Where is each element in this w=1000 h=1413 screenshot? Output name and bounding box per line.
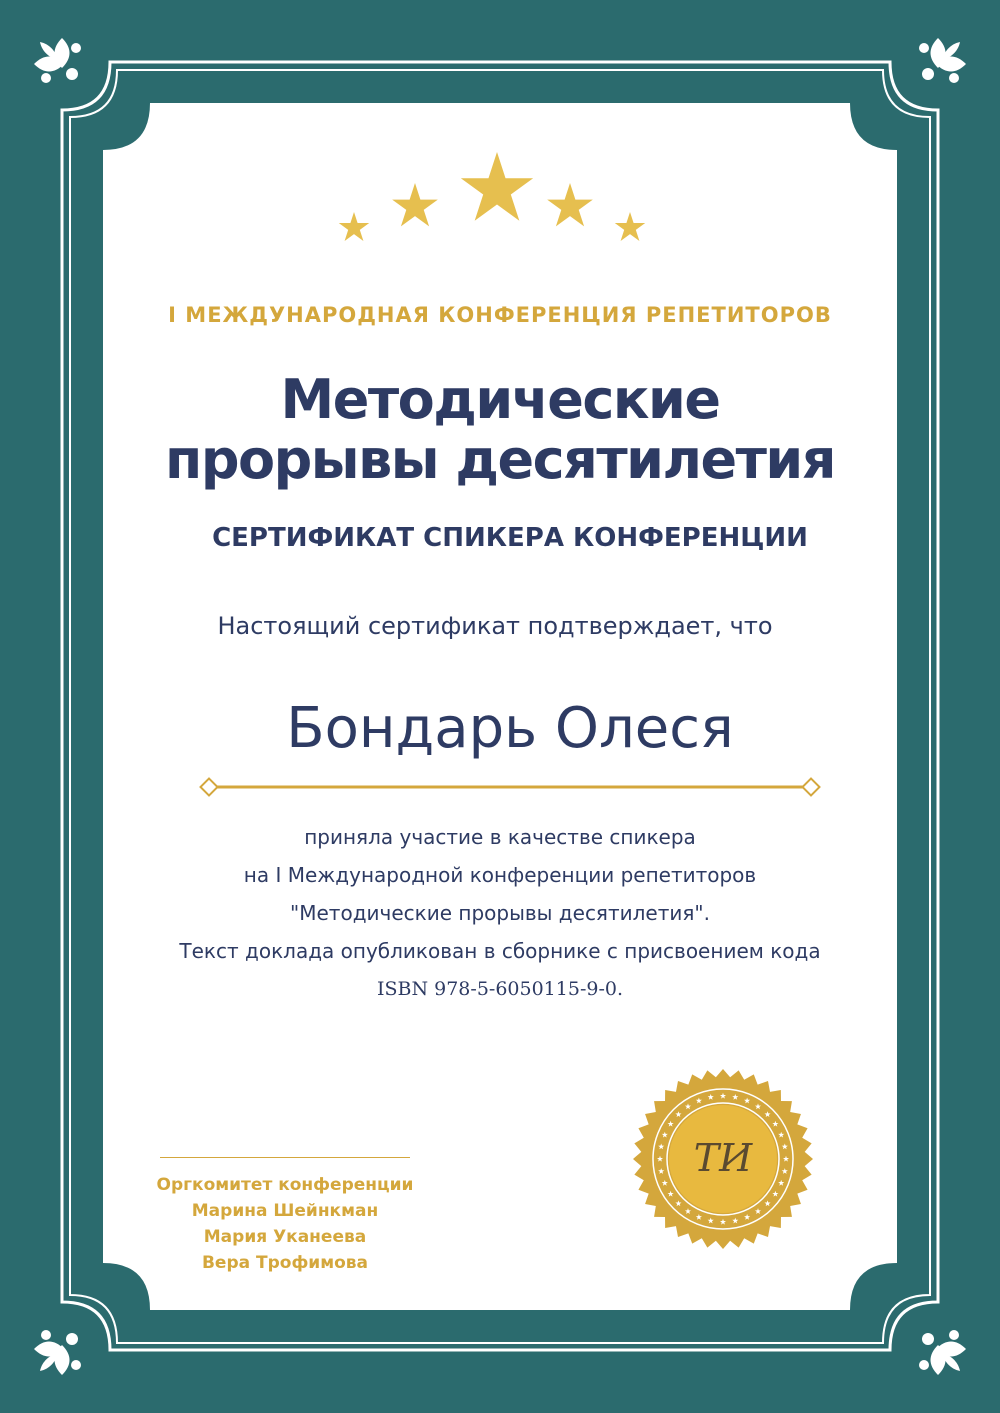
body-line: приняла участие в качестве спикера (304, 825, 696, 849)
organizer-name: Вера Трофимова (201, 1253, 369, 1273)
seal-monogram: ТИ (693, 1136, 753, 1180)
body-line: на I Международной конференции репетиторов (243, 863, 757, 887)
title-line-2: прорывы десятилетия (165, 428, 835, 491)
diamond-icon (201, 779, 218, 796)
certificate-body (0, 818, 1000, 1008)
certificate-title (0, 370, 1000, 490)
certificate-subtitle: СЕРТИФИКАТ СПИКЕРА КОНФЕРЕНЦИИ (212, 523, 808, 553)
body-line: "Методические прорывы десятилетия". (290, 901, 710, 925)
organizers-block (135, 1172, 435, 1276)
body-line: Текст доклада опубликован в сборнике с присвоением кода (179, 939, 821, 963)
confirm-text: Настоящий сертификат подтверждает, что (217, 612, 773, 640)
title-line-1: Методические (280, 368, 720, 431)
organizer-name: Мария Уканеева (203, 1227, 367, 1247)
diamond-icon (803, 779, 820, 796)
name-divider (198, 776, 822, 798)
isbn-line: ISBN 978-5-6050115-9-0. (376, 978, 624, 1000)
organizers-divider (160, 1157, 410, 1158)
organizers-heading: Оргкомитет конференции (156, 1175, 414, 1195)
conference-label: I МЕЖДУНАРОДНАЯ КОНФЕРЕНЦИЯ РЕПЕТИТОРОВ (168, 303, 832, 327)
recipient-name: Бондарь Олеся (286, 696, 734, 761)
gold-seal (630, 1066, 816, 1252)
organizer-name: Марина Шейнкман (191, 1201, 379, 1221)
